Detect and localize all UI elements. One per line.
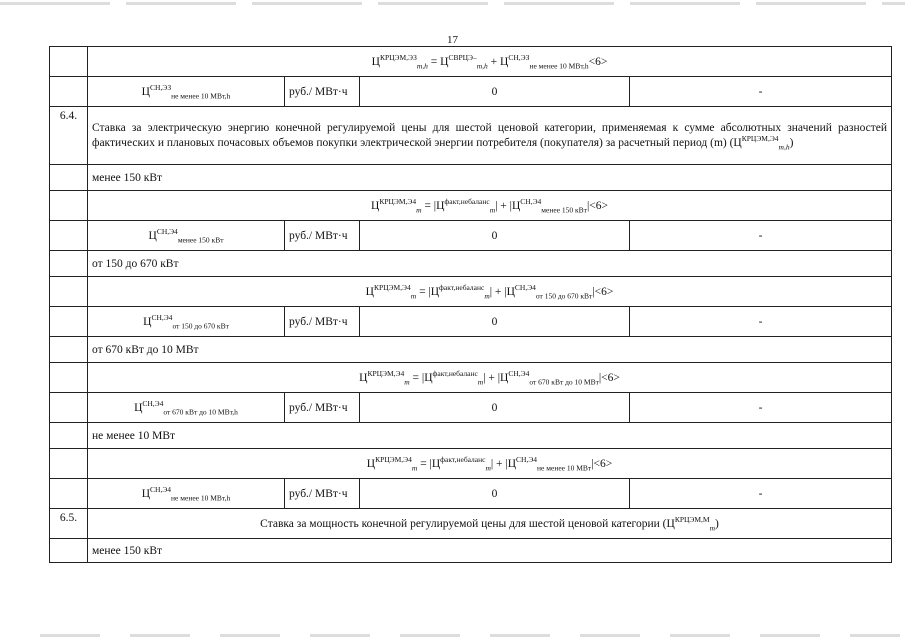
group-label-row xyxy=(50,423,892,449)
number-cell xyxy=(50,479,88,509)
value-cell: 0 xyxy=(360,77,630,107)
number-cell xyxy=(50,47,88,77)
scan-edge-top xyxy=(0,2,905,5)
group-label: не менее 10 МВт xyxy=(88,423,892,449)
number-cell xyxy=(50,449,88,479)
number-cell xyxy=(50,393,88,423)
table-row xyxy=(50,221,892,251)
table-row xyxy=(50,479,892,509)
scan-edge-bottom xyxy=(40,634,900,637)
formula-row xyxy=(50,47,892,77)
group-label: от 670 кВт до 10 МВт xyxy=(88,337,892,363)
formula: $Ц^{КРЦЭМ,Э4}_m = |Ц^{факт,небаланс}_m| + |Ц^{СН,Э4}_{не менее 10 МВт}|<6>$ xyxy=(88,449,892,479)
value-cell: 0 xyxy=(360,393,630,423)
formula: $Ц^{КРЦЭМ,Э4}_m = |Ц^{факт,небаланс}_m| + |Ц^{СН,Э4}_{от 670 кВт до 10 МВт}|<6>$ xyxy=(88,363,892,393)
section-row-6-4 xyxy=(50,107,892,165)
section-text: Ставка за электрическую энергию конечной регулируемой цены для шестой ценовой категории, применяемая к сумме абсолютных значений разностей фактических и плановых почасовых объемов покупки электрической энергии потребителя (покупателя) за расчетный период (m) $(Ц^{КРЦЭМ,Э4}_{m,h})$ xyxy=(88,107,892,165)
number-cell xyxy=(50,539,88,563)
formula-row xyxy=(50,363,892,393)
rate-symbol: $Ц^{СН,ЭЗ}_{не менее 10 МВт,h}$ xyxy=(88,77,285,107)
number-cell xyxy=(50,221,88,251)
formula-row xyxy=(50,191,892,221)
number-cell xyxy=(50,307,88,337)
number-cell xyxy=(50,191,88,221)
formula-row xyxy=(50,277,892,307)
rate-symbol: $Ц^{СН,Э4}_{от 670 кВт до 10 МВт,h}$ xyxy=(88,393,285,423)
formula: $Ц^{КРЦЭМ,Э4}_m = |Ц^{факт,небаланс}_m| + |Ц^{СН,Э4}_{от 150 до 670 кВт}|<6>$ xyxy=(88,277,892,307)
group-label: менее 150 кВт xyxy=(88,539,892,563)
group-label-row xyxy=(50,337,892,363)
group-label: от 150 до 670 кВт xyxy=(88,251,892,277)
table-row xyxy=(50,77,892,107)
number-cell xyxy=(50,363,88,393)
table-row xyxy=(50,393,892,423)
tariff-table xyxy=(49,46,892,563)
unit-cell: руб./ МВт·ч xyxy=(285,393,360,423)
section-number: 6.4. xyxy=(50,107,88,165)
number-cell xyxy=(50,77,88,107)
number-cell xyxy=(50,277,88,307)
section-row-6-5 xyxy=(50,509,892,539)
unit-cell: руб./ МВт·ч xyxy=(285,221,360,251)
value-cell: 0 xyxy=(360,221,630,251)
formula: $Ц^{КРЦЭМ,Э4}_m = |Ц^{факт,небаланс}_m| + |Ц^{СН,Э4}_{менее 150 кВт}|<6>$ xyxy=(88,191,892,221)
formula-row xyxy=(50,449,892,479)
page-number: 17 xyxy=(447,34,458,46)
extra-cell: - xyxy=(630,479,892,509)
value-cell: 0 xyxy=(360,307,630,337)
unit-cell: руб./ МВт·ч xyxy=(285,479,360,509)
number-cell xyxy=(50,337,88,363)
group-label-row xyxy=(50,539,892,563)
number-cell xyxy=(50,423,88,449)
extra-cell: - xyxy=(630,221,892,251)
value-cell: 0 xyxy=(360,479,630,509)
formula-ee3: $Ц^{КРЦЭМ,ЭЗ}_{m,h} = Ц^{СВРЦЭ-}_{m,h} + Ц^{СН,ЭЗ}_{не менее 10 МВт,h}<6>$ xyxy=(88,47,892,77)
section-text: Ставка за мощность конечной регулируемой цены для шестой ценовой категории $(Ц^{КРЦЭМ,М}_m)$ xyxy=(88,509,892,539)
number-cell xyxy=(50,251,88,277)
rate-symbol: $Ц^{СН,Э4}_{от 150 до 670 кВт}$ xyxy=(88,307,285,337)
rate-symbol: $Ц^{СН,Э4}_{не менее 10 МВт,h}$ xyxy=(88,479,285,509)
group-label-row xyxy=(50,165,892,191)
rate-symbol: $Ц^{СН,Э4}_{менее 150 кВт}$ xyxy=(88,221,285,251)
extra-cell: - xyxy=(630,77,892,107)
number-cell xyxy=(50,165,88,191)
extra-cell: - xyxy=(630,393,892,423)
table-row xyxy=(50,307,892,337)
group-label-row xyxy=(50,251,892,277)
group-label: менее 150 кВт xyxy=(88,165,892,191)
unit-cell: руб./ МВт·ч xyxy=(285,77,360,107)
extra-cell: - xyxy=(630,307,892,337)
unit-cell: руб./ МВт·ч xyxy=(285,307,360,337)
section-number: 6.5. xyxy=(50,509,88,539)
